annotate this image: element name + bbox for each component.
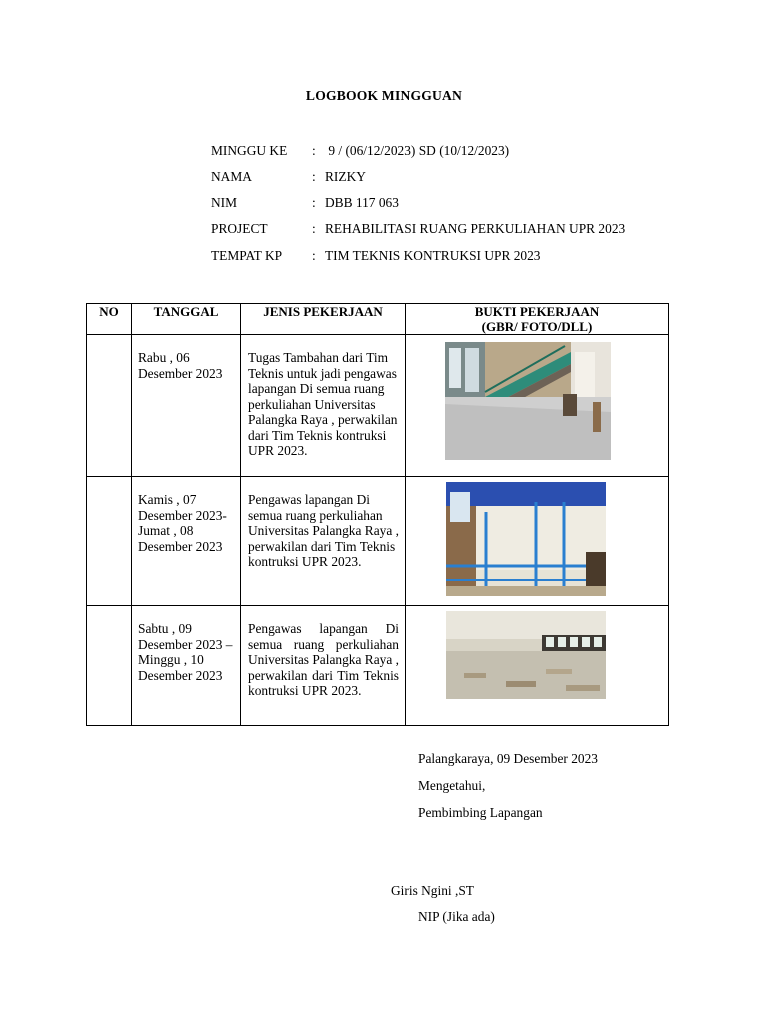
header-no: NO xyxy=(87,304,132,335)
signature-role: Pembimbing Lapangan xyxy=(418,805,543,820)
table-row xyxy=(87,335,669,477)
photo-hall-staircase xyxy=(445,342,611,460)
info-label: MINGGU KE xyxy=(211,143,288,158)
info-label: NAMA xyxy=(211,169,252,184)
info-value: REHABILITASI RUANG PERKULIAHAN UPR 2023 xyxy=(325,221,626,236)
cell-jenis: Pengawas lapangan Di semua ruang perkuliahan Universitas Palangka Raya , perwakilan dari Tim Teknis kontruksi UPR 2023. xyxy=(241,477,406,606)
info-label: TEMPAT KP xyxy=(211,248,283,263)
cell-jenis: Tugas Tambahan dari Tim Teknis untuk jadi pengawas lapangan Di semua ruang perkuliahan Universitas Palangka Raya , perwakilan dari Tim Teknis kontruksi UPR 2023. xyxy=(241,335,406,477)
logbook-table xyxy=(86,303,669,726)
info-colon: : xyxy=(312,143,316,158)
document-title: LOGBOOK MINGGUAN xyxy=(305,88,463,103)
cell-jenis: Pengawas lapangan Di semua ruang perkuliahan Universitas Palangka Raya , perwakilan dari Tim Teknis kontruksi UPR 2023. xyxy=(241,606,406,726)
cell-bukti xyxy=(406,477,669,606)
info-value: DBB 117 063 xyxy=(325,195,399,210)
header-tanggal: TANGGAL xyxy=(132,304,241,335)
cell-no xyxy=(87,335,132,477)
header-bukti-line2: (GBR/ FOTO/DLL) xyxy=(481,319,593,334)
info-colon: : xyxy=(312,195,316,210)
photo-scaffolding xyxy=(446,482,606,596)
signature-mengetahui: Mengetahui, xyxy=(418,778,486,793)
cell-no xyxy=(87,477,132,606)
cell-bukti xyxy=(406,335,669,477)
header-jenis-pekerjaan: JENIS PEKERJAAN xyxy=(241,304,406,335)
info-colon: : xyxy=(312,221,316,236)
info-colon: : xyxy=(312,248,316,263)
signature-nip: NIP (Jika ada) xyxy=(418,909,495,924)
cell-tanggal: Rabu , 06 Desember 2023 xyxy=(132,335,241,477)
table-row xyxy=(87,606,669,726)
info-value: RIZKY xyxy=(325,169,366,184)
info-label: NIM xyxy=(211,195,238,210)
cell-no xyxy=(87,606,132,726)
header-bukti-pekerjaan xyxy=(406,304,669,335)
cell-tanggal: Kamis , 07 Desember 2023- Jumat , 08 Desember 2023 xyxy=(132,477,241,606)
signature-name: Giris Ngini ,ST xyxy=(391,883,474,898)
photo-classroom-floor xyxy=(446,611,606,699)
cell-bukti xyxy=(406,606,669,726)
table-row xyxy=(87,477,669,606)
table-header-row xyxy=(87,304,669,335)
info-value: TIM TEKNIS KONTRUKSI UPR 2023 xyxy=(325,248,541,263)
cell-tanggal: Sabtu , 09 Desember 2023 – Minggu , 10 Desember 2023 xyxy=(132,606,241,726)
info-colon: : xyxy=(312,169,316,184)
signature-place-date: Palangkaraya, 09 Desember 2023 xyxy=(418,751,598,766)
info-value: 9 / (06/12/2023) SD (10/12/2023) xyxy=(325,143,510,158)
info-label: PROJECT xyxy=(211,221,268,236)
header-bukti-line1: BUKTI PEKERJAAN xyxy=(474,304,600,319)
